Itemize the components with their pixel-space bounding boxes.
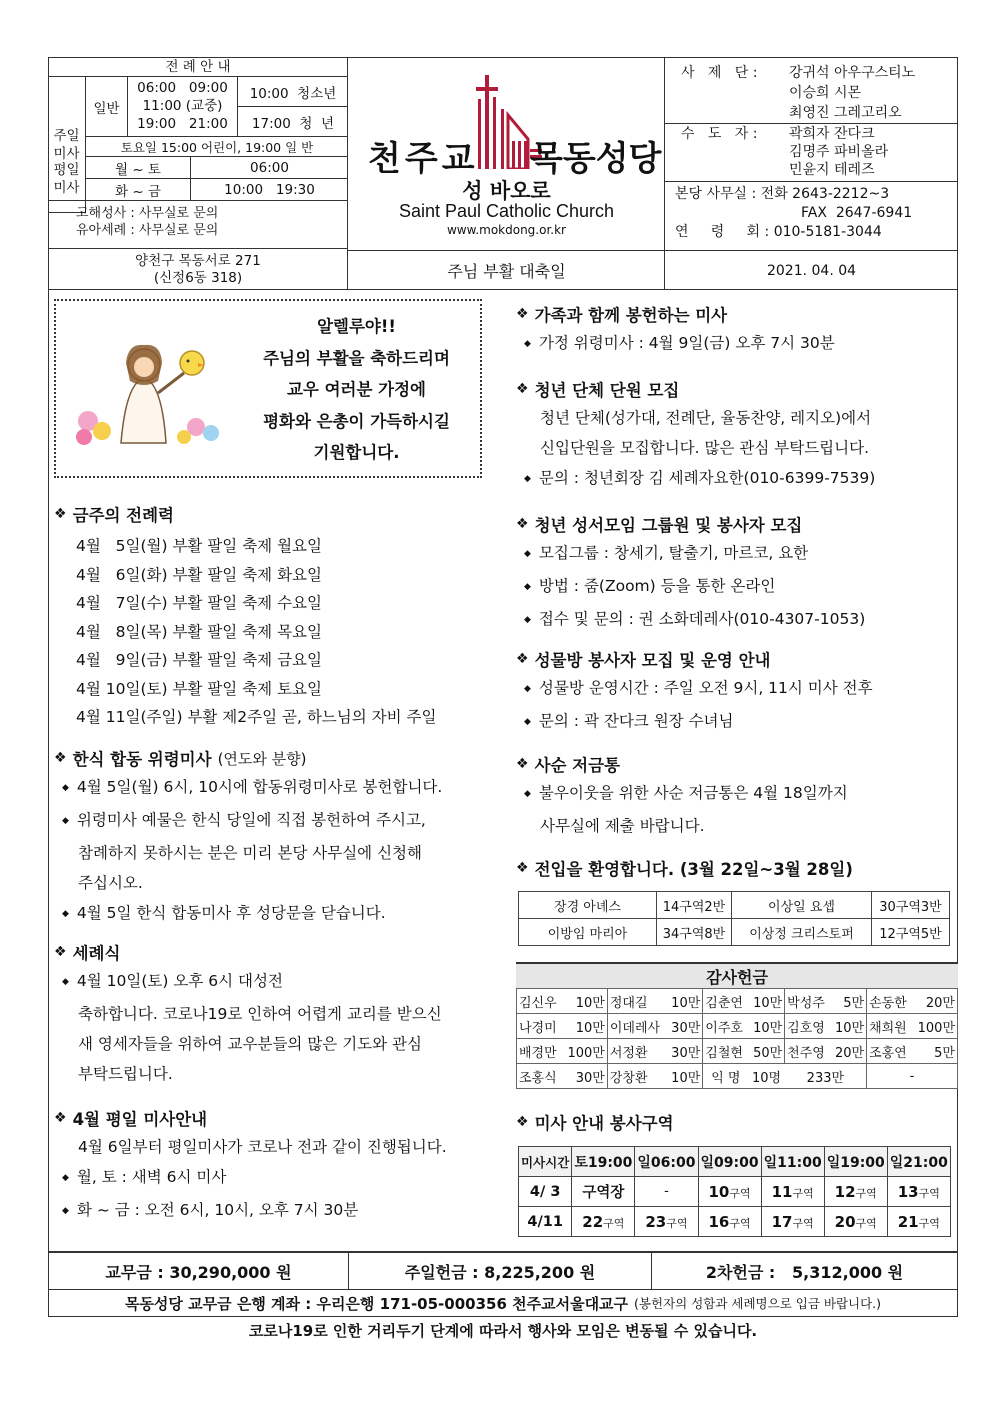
sun-times-3: 19:00 21:00 bbox=[137, 116, 228, 132]
area-number: 10 bbox=[708, 1182, 730, 1201]
family-mass-section bbox=[516, 302, 956, 361]
area-unit: 구역 bbox=[918, 1186, 940, 1200]
donor-name: 김철현 bbox=[703, 1039, 749, 1064]
address-line-2: (신정6동 318) bbox=[153, 270, 243, 286]
sacraments-info bbox=[48, 201, 348, 249]
youth-line-1: 청년 단체(성가대, 전례단, 율동찬양, 레지오)에서 bbox=[540, 409, 872, 427]
wd2-time: 10:00 19:30 bbox=[191, 179, 348, 201]
donor-amount: 10만 bbox=[562, 989, 607, 1014]
liturgy-item: 4월 10일(토) 부활 팔일 축제 토요일 bbox=[76, 679, 322, 698]
weekday-mass-section bbox=[54, 1106, 484, 1228]
greeting-line-4: 평화와 은총이 가득하시길 bbox=[263, 411, 450, 431]
service-section bbox=[516, 1110, 956, 1134]
liturgy-item: 4월 8일(목) 부활 팔일 축제 목요일 bbox=[76, 622, 322, 641]
table-row bbox=[519, 892, 950, 919]
area-unit: 구역 bbox=[666, 1216, 688, 1230]
staff-panel bbox=[665, 57, 958, 290]
table-cell bbox=[761, 1177, 824, 1207]
area-unit: 구역 bbox=[603, 1216, 625, 1230]
table-cell: 이방임 마리아 bbox=[519, 919, 657, 946]
area-unit: 구역 bbox=[729, 1186, 751, 1200]
donor-name: 익 명 bbox=[703, 1064, 749, 1089]
sunday-times bbox=[128, 77, 238, 137]
welcome-section bbox=[516, 856, 956, 880]
footer-notice: 코로나19로 인한 거리두기 단계에 따라서 행사와 모임은 변동될 수 있습니다. bbox=[248, 1322, 758, 1340]
liturgy-item: 4월 6일(화) 부활 팔일 축제 화요일 bbox=[76, 565, 322, 584]
table-cell bbox=[824, 1207, 887, 1237]
table-cell: 이상일 요셉 bbox=[732, 892, 872, 919]
donor-amount: 10만 bbox=[830, 1014, 866, 1039]
table-row bbox=[517, 989, 958, 1014]
donor-amount: 233만 bbox=[785, 1064, 867, 1089]
donor-amount: 5만 bbox=[912, 1039, 957, 1064]
thanks-table bbox=[516, 988, 958, 1089]
hansik-line-3: 참례하지 못하시는 분은 미리 본당 사무실에 신청해 bbox=[78, 844, 422, 862]
donor-amount: 10만 bbox=[666, 1064, 702, 1089]
donor-name: 채희원 bbox=[867, 1014, 913, 1039]
nun-2: 김명주 파비올라 bbox=[789, 144, 889, 160]
table-cell: 구역장 bbox=[572, 1177, 635, 1207]
diamond-icon: ❖ bbox=[54, 750, 67, 766]
baptism-title: 세례식 bbox=[72, 944, 121, 963]
table-cell: - bbox=[635, 1177, 698, 1207]
donor-amount: 10만 bbox=[748, 989, 784, 1014]
english-name: Saint Paul Catholic Church bbox=[398, 201, 615, 221]
donor-amount: 100만 bbox=[562, 1039, 607, 1064]
weekday-mass-label bbox=[48, 157, 86, 201]
diamond-icon: ❖ bbox=[516, 516, 529, 532]
donor-amount: 5만 bbox=[830, 989, 866, 1014]
liturgy-item: 4월 7일(수) 부활 팔일 축제 수요일 bbox=[76, 594, 322, 612]
hansik-line-1: ◆ 4월 5일(월) 6시, 10시에 합동위령미사로 봉헌합니다. bbox=[62, 772, 484, 805]
family-line-1: ◆ 가정 위령미사 : 4월 9일(금) 오후 7시 30분 bbox=[524, 328, 956, 361]
sun-times-1: 06:00 09:00 bbox=[137, 80, 228, 96]
lent-line-2: 사무실에 제출 바랍니다. bbox=[540, 817, 705, 835]
area-number: 21 bbox=[897, 1212, 919, 1231]
donor-amount: 30만 bbox=[562, 1064, 607, 1089]
liturgy-item: 4월 11일(주일) 부활 제2주일 곧, 하느님의 자비 주일 bbox=[76, 708, 437, 726]
baptism-text: 유아세례 : 사무실로 문의 bbox=[76, 223, 219, 238]
donor-name: 서정환 bbox=[607, 1039, 666, 1064]
priest-label: 사 제 단 : bbox=[681, 65, 758, 81]
greeting-line-5: 기원합니다. bbox=[313, 443, 400, 462]
diamond-icon: ❖ bbox=[54, 1110, 67, 1126]
service-title: 미사 안내 봉사구역 bbox=[534, 1114, 674, 1133]
table-cell bbox=[698, 1207, 761, 1237]
donor-name: 이주호 bbox=[703, 1014, 749, 1039]
liturgy-calendar-section bbox=[54, 502, 484, 732]
hansik-subtitle: (연도와 분향) bbox=[217, 749, 307, 768]
nun-3: 민윤지 테레즈 bbox=[789, 162, 875, 178]
area-unit: 구역 bbox=[792, 1216, 814, 1230]
greeting-line-1: 알렐루야!! bbox=[317, 317, 396, 336]
address-line-1: 양천구 목동서로 271 bbox=[135, 253, 261, 269]
diamond-icon: ❖ bbox=[516, 860, 529, 876]
area-unit: 구역 bbox=[855, 1216, 877, 1230]
youth-recruit-section bbox=[516, 377, 956, 496]
bank-account-note: (봉헌자의 성함과 세례명으로 입금 바랍니다.) bbox=[634, 1296, 882, 1311]
thanks-title: 감사헌금 bbox=[516, 962, 958, 988]
nun-label: 수 도 자 : bbox=[681, 126, 758, 142]
baptism-line-3: 새 영세자들을 위하여 교우분들의 많은 기도와 관심 bbox=[78, 1035, 422, 1053]
table-header: 미사시간 bbox=[519, 1147, 572, 1177]
donor-name: 조홍식 bbox=[517, 1064, 563, 1089]
jesus-illustration-icon bbox=[66, 333, 226, 453]
hansik-line-2: ◆ 위령미사 예물은 한식 당일에 직접 봉헌하여 주시고, bbox=[62, 805, 484, 838]
baptism-line-2: 축하합니다. 코로나19로 인하여 어렵게 교리를 받으신 bbox=[78, 1005, 442, 1023]
donor-amount: 50만 bbox=[748, 1039, 784, 1064]
area-number: 22 bbox=[582, 1212, 604, 1231]
area-number: 11 bbox=[771, 1182, 793, 1201]
weekday-line-2: ◆ 월, 토 : 새벽 6시 미사 bbox=[62, 1162, 484, 1195]
lent-title: 사순 저금통 bbox=[534, 756, 621, 775]
table-cell: 14구역2반 bbox=[657, 892, 732, 919]
table-row bbox=[517, 1064, 958, 1089]
table-cell: 장경 아녜스 bbox=[519, 892, 657, 919]
table-cell bbox=[698, 1177, 761, 1207]
priest-2: 이승희 시몬 bbox=[789, 85, 862, 101]
table-header: 일19:00 bbox=[824, 1147, 887, 1177]
area-number: 12 bbox=[834, 1182, 856, 1201]
table-header: 일09:00 bbox=[698, 1147, 761, 1177]
baptism-line-1: ◆ 4월 10일(토) 오후 6시 대성전 bbox=[62, 966, 484, 999]
donor-name: 김춘연 bbox=[703, 989, 749, 1014]
greeting-line-2: 주님의 부활을 축하드리며 bbox=[263, 348, 450, 368]
diamond-icon: ❖ bbox=[516, 651, 529, 667]
table-row bbox=[519, 1147, 951, 1177]
table-cell: 12구역5반 bbox=[872, 919, 950, 946]
confession-text: 고해성사 : 사무실로 문의 bbox=[76, 206, 219, 221]
tithe-total: 교무금 : 30,290,000 원 bbox=[49, 1253, 349, 1289]
greeting-line-3: 교우 여러분 가정에 bbox=[286, 380, 426, 399]
donor-amount: - bbox=[867, 1064, 958, 1089]
table-header: 토19:00 bbox=[572, 1147, 635, 1177]
lent-box-section bbox=[516, 752, 956, 841]
lent-line-1: ◆ 불우이웃을 위한 사순 저금통은 4월 18일까지 bbox=[524, 778, 956, 811]
totals-bar bbox=[48, 1252, 958, 1290]
office-phone: 본당 사무실 : 전화 2643-2212~3 bbox=[675, 186, 890, 202]
donor-name: 이데레사 bbox=[607, 1014, 666, 1039]
address bbox=[48, 249, 348, 290]
table-row bbox=[517, 1014, 958, 1039]
website: www.mokdong.or.kr bbox=[446, 223, 566, 237]
table-header: 일11:00 bbox=[761, 1147, 824, 1177]
donor-amount: 10만 bbox=[562, 1014, 607, 1039]
donor-name: 강창환 bbox=[607, 1064, 666, 1089]
bank-account-text: 목동성당 교무금 은행 계좌 : 우리은행 171-05-000356 천주교서울대교구 bbox=[124, 1294, 629, 1313]
shop-line-2: ◆ 문의 : 곽 잔다크 원장 수녀님 bbox=[524, 706, 956, 739]
ilban-label: 일반 bbox=[86, 77, 128, 137]
wd1-time: 06:00 bbox=[191, 157, 348, 179]
bible-study-section bbox=[516, 512, 956, 637]
name-left: 천주교 bbox=[368, 139, 479, 179]
weekday-title: 4월 평일 미사안내 bbox=[72, 1110, 208, 1129]
nun-1: 곽희자 잔다크 bbox=[789, 126, 875, 142]
liturgy-item: 4월 9일(금) 부활 팔일 축제 금요일 bbox=[76, 651, 322, 669]
liturgy-info-panel bbox=[48, 57, 348, 290]
weekday-label-text: 평일 미사 bbox=[53, 161, 80, 196]
table-cell: 4/ 3 bbox=[519, 1177, 572, 1207]
hansik-line-5: ◆ 4월 5일 한식 합동미사 후 성당문을 닫습니다. bbox=[62, 898, 484, 931]
hansik-title: 한식 합동 위령미사 bbox=[72, 750, 212, 769]
bible-title: 청년 성서모임 그룹원 및 봉사자 모집 bbox=[534, 516, 803, 535]
greeting-text bbox=[234, 311, 479, 469]
table-row bbox=[519, 1207, 951, 1237]
fax: FAX 2647-6941 bbox=[801, 205, 913, 221]
youth-recruit-title: 청년 단체 단원 모집 bbox=[534, 381, 680, 400]
table-row bbox=[519, 919, 950, 946]
feast-title: 주님 부활 대축일 bbox=[348, 250, 665, 290]
weekday-line-3: ◆ 화 ~ 금 : 오전 6시, 10시, 오후 7시 30분 bbox=[62, 1195, 484, 1228]
wd2-days: 화 ~ 금 bbox=[86, 179, 191, 201]
service-table bbox=[518, 1146, 951, 1237]
second-offering-total: 2차헌금 : 5,312,000 원 bbox=[705, 1262, 904, 1282]
donor-amount: 20만 bbox=[830, 1039, 866, 1064]
donor-amount: 30만 bbox=[666, 1014, 702, 1039]
area-number: 13 bbox=[897, 1182, 919, 1201]
donor-name: 천주영 bbox=[785, 1039, 831, 1064]
info-title: 전 례 안 내 bbox=[48, 57, 348, 77]
table-cell: 34구역8반 bbox=[657, 919, 732, 946]
table-row bbox=[519, 1177, 951, 1207]
contacts bbox=[675, 185, 958, 242]
donor-name: 조홍연 bbox=[867, 1039, 913, 1064]
table-cell bbox=[761, 1207, 824, 1237]
area-number: 23 bbox=[645, 1212, 667, 1231]
logo-panel bbox=[348, 57, 665, 290]
diamond-icon: ❖ bbox=[54, 506, 67, 522]
name-right: 목동성당 bbox=[530, 139, 662, 179]
donor-amount: 30만 bbox=[666, 1039, 702, 1064]
greeting-box bbox=[54, 299, 482, 478]
priest-1: 강귀석 아우구스티노 bbox=[789, 65, 916, 81]
sunday-offering-total: 주일헌금 : 8,225,200 원 bbox=[349, 1253, 652, 1289]
donor-amount: 100만 bbox=[912, 1014, 957, 1039]
donor-name: 김신우 bbox=[517, 989, 563, 1014]
donor-name: 나경미 bbox=[517, 1014, 563, 1039]
area-unit: 구역 bbox=[729, 1216, 751, 1230]
donor-name: 손동한 bbox=[867, 989, 913, 1014]
welcome-title: 전입을 환영합니다. (3월 22일~3월 28일) bbox=[534, 860, 853, 879]
liturgy-item: 4월 5일(월) 부활 팔일 축제 월요일 bbox=[76, 537, 322, 555]
bible-line-2: ◆ 방법 : 줌(Zoom) 등을 통한 온라인 bbox=[524, 571, 956, 604]
association-phone: 연 령 회 : 010-5181-3044 bbox=[675, 224, 882, 240]
area-number: 16 bbox=[708, 1212, 730, 1231]
diamond-icon: ❖ bbox=[516, 756, 529, 772]
table-cell bbox=[887, 1177, 950, 1207]
table-cell bbox=[887, 1207, 950, 1237]
bible-line-1: ◆ 모집그룹 : 창세기, 탈출기, 마르코, 요한 bbox=[524, 538, 956, 571]
table-cell: 4/11 bbox=[519, 1207, 572, 1237]
hansik-section bbox=[54, 746, 484, 931]
donor-name: 박성주 bbox=[785, 989, 831, 1014]
sunday-label-text: 주일 미사 bbox=[53, 127, 80, 162]
table-row bbox=[517, 1039, 958, 1064]
wd1-days: 월 ~ 토 bbox=[86, 157, 191, 179]
table-cell: 30구역3반 bbox=[872, 892, 950, 919]
bulletin-date: 2021. 04. 04 bbox=[665, 250, 958, 290]
table-cell: 이상정 크리스토퍼 bbox=[732, 919, 872, 946]
donor-amount: 20만 bbox=[912, 989, 957, 1014]
area-number: 17 bbox=[771, 1212, 793, 1231]
donor-amount: 10만 bbox=[666, 989, 702, 1014]
baptism-line-4: 부탁드립니다. bbox=[78, 1065, 173, 1083]
shop-title: 성물방 봉사자 모집 및 운영 안내 bbox=[534, 651, 771, 670]
donor-name: 배경만 bbox=[517, 1039, 563, 1064]
shop-line-1: ◆ 성물방 운영시간 : 주일 오전 9시, 11시 미사 전후 bbox=[524, 673, 956, 706]
area-number: 20 bbox=[834, 1212, 856, 1231]
diamond-icon: ❖ bbox=[54, 944, 67, 960]
table-cell bbox=[572, 1207, 635, 1237]
area-unit: 구역 bbox=[855, 1186, 877, 1200]
hansik-line-4: 주십시오. bbox=[78, 874, 143, 892]
nuns bbox=[681, 125, 956, 179]
youth-line-3: ◆ 문의 : 청년회장 김 세례자요한(010-6399-7539) bbox=[524, 463, 956, 496]
table-header: 일06:00 bbox=[635, 1147, 698, 1177]
gift-shop-section bbox=[516, 647, 956, 739]
bank-account bbox=[48, 1290, 958, 1317]
saturday-mass: 토요일 15:00 어린이, 19:00 일 반 bbox=[86, 137, 348, 157]
sun-times-2: 11:00 (교중) bbox=[142, 98, 223, 114]
table-cell bbox=[824, 1177, 887, 1207]
youth-mass: 10:00 청소년 bbox=[238, 77, 348, 107]
diamond-icon: ❖ bbox=[516, 381, 529, 397]
young-adult-mass: 17:00 청 년 bbox=[238, 107, 348, 137]
area-unit: 구역 bbox=[918, 1216, 940, 1230]
area-unit: 구역 bbox=[792, 1186, 814, 1200]
baptism-section bbox=[54, 940, 484, 1089]
liturgy-title: 금주의 전례력 bbox=[72, 506, 174, 525]
bible-line-3: ◆ 접수 및 문의 : 권 소화데레사(010-4307-1053) bbox=[524, 604, 956, 637]
diamond-icon: ❖ bbox=[516, 1114, 529, 1130]
table-header: 일21:00 bbox=[887, 1147, 950, 1177]
priest-3: 최영진 그레고리오 bbox=[789, 105, 902, 121]
priests bbox=[681, 63, 956, 123]
patron: 성 바오로 bbox=[462, 179, 551, 203]
weekday-line-1: 4월 6일부터 평일미사가 코로나 전과 같이 진행됩니다. bbox=[78, 1138, 447, 1156]
welcome-table bbox=[518, 891, 950, 946]
diamond-icon: ❖ bbox=[516, 306, 529, 322]
donor-amount: 10만 bbox=[748, 1014, 784, 1039]
table-cell bbox=[635, 1207, 698, 1237]
family-title: 가족과 함께 봉헌하는 미사 bbox=[534, 306, 728, 325]
donor-name: 정대길 bbox=[607, 989, 666, 1014]
youth-line-2: 신입단원을 모집합니다. 많은 관심 부탁드립니다. bbox=[540, 439, 870, 457]
donor-amount: 10명 bbox=[748, 1064, 784, 1089]
donor-name: 김호영 bbox=[785, 1014, 831, 1039]
